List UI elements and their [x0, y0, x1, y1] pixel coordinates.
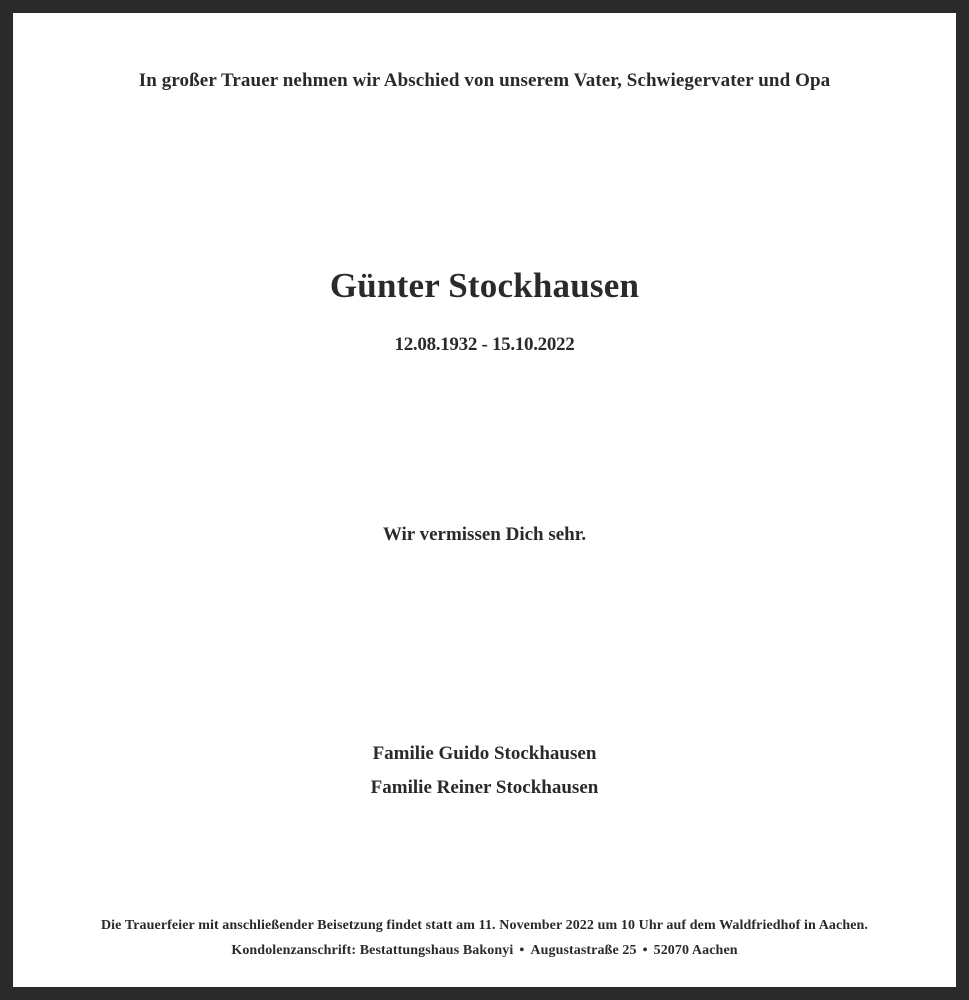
obituary-card — [13, 13, 956, 987]
farewell-message: Wir vermissen Dich sehr. — [382, 524, 587, 545]
condolence-address — [13, 943, 956, 959]
separator-dot: • — [519, 943, 525, 958]
family-name-1: Familie Guido Stockhausen — [372, 743, 597, 764]
deceased-name: Günter Stockhausen — [329, 266, 640, 305]
condolence-prefix: Kondolenzanschrift: Bestattungshaus Bakonyi — [231, 943, 514, 958]
condolence-street: Augustastraße 25 — [530, 943, 637, 958]
family-name-2: Familie Reiner Stockhausen — [370, 777, 599, 798]
separator-dot: • — [642, 943, 648, 958]
life-dates: 12.08.1932 - 15.10.2022 — [394, 334, 575, 355]
condolence-city: 52070 Aachen — [653, 943, 738, 958]
headline: In großer Trauer nehmen wir Abschied von unserem Vater, Schwiegervater und Opa — [138, 70, 831, 91]
service-info: Die Trauerfeier mit anschließender Beisetzung findet statt am 11. November 2022 um 10 Uhr auf dem Waldfriedhof in Aachen. — [100, 918, 869, 933]
